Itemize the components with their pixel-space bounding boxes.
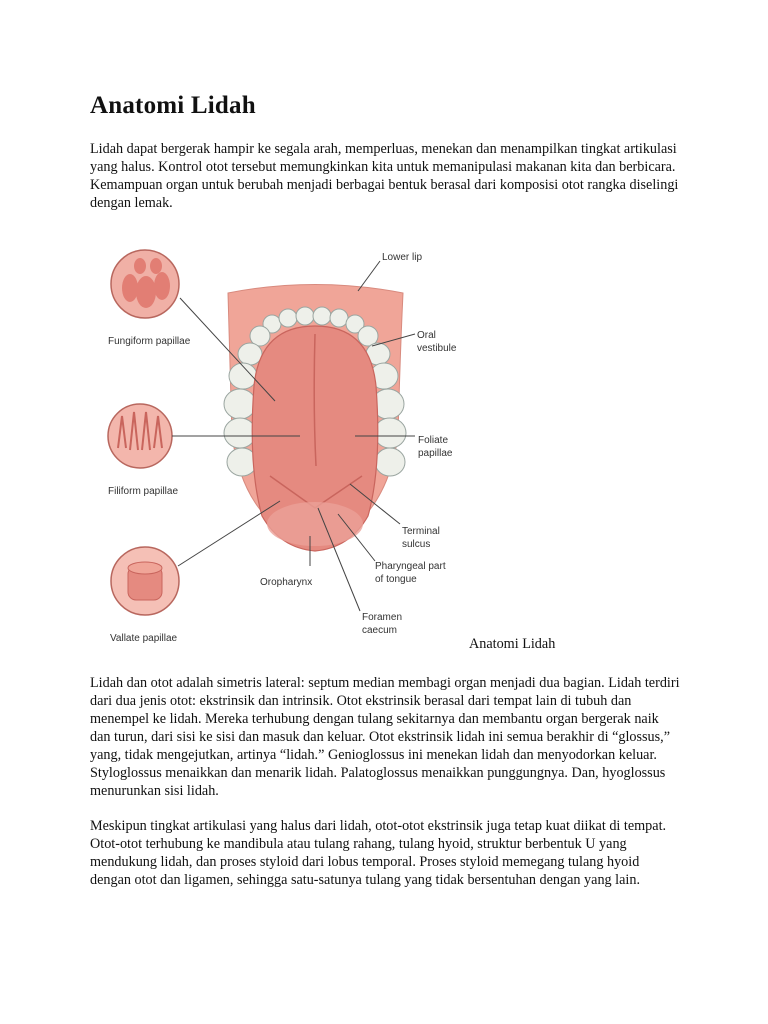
intro-paragraph: Lidah dapat bergerak hampir ke segala arah, memperluas, menekan dan menampilkan tingkat artikulasi yang halus. Kontrol otot tersebut memungkinkan kita untuk memanipulasi makanan kita dan berbicara. Kemampuan organ untuk berubah menjadi berbagai bentuk berasal dari komposisi otot rangka diselingi dengan lemak.	[90, 141, 679, 211]
fungiform-papillae-inset	[111, 250, 179, 318]
label-foliate-2: papillae	[418, 448, 453, 459]
label-vallate: Vallate papillae	[110, 633, 178, 644]
label-pharyngeal-1: Pharyngeal part	[375, 561, 446, 572]
label-oral-vestibule-1: Oral	[417, 330, 436, 341]
pharyngeal-part-shape	[267, 502, 363, 546]
label-terminal-2: sulcus	[402, 539, 431, 550]
label-pharyngeal-2: of tongue	[375, 574, 417, 585]
label-terminal-1: Terminal	[402, 526, 440, 537]
body-paragraph-2: Meskipun tingkat artikulasi yang halus dari lidah, otot-otot ekstrinsik juga tetap kuat diikat di tempat. Otot-otot terhubung ke mandibula atau tulang rahang, tulang hyoid, struktur berbentuk U yang mendukung lidah, dan proses styloid dari lobus temporal. Proses styloid memegang tulang hyoid dengan otot dan ligamen, sehingga satu-satunya tulang yang tidak bersentuhan dengan yang lain.	[90, 818, 667, 888]
label-oral-vestibule-2: vestibule	[417, 343, 457, 354]
body-paragraph-1: Lidah dan otot adalah simetris lateral: septum median membagi organ menjadi dua bagian. Lidah terdiri dari dua jenis otot: ekstrinsik dan intrinsik. Otot ekstrinsik berasal dari tempat lain di tubuh dan menempel ke lidah. Mereka terhubung dengan tulang sekitarnya dan membantu organ bergerak naik dan turun, dari sisi ke sisi dan masuk dan keluar. Otot ekstrinsik lidah ini semua berakhir di “glossus,” yang, tidak mengejutkan, artinya “lidah.” Genioglossus ini menekan lidah dan menyodorkan keluar. Styloglossus menaikkan dan menarik lidah. Palatoglossus menaikkan punggungnya. Dan, hyoglossus menurunkan sisi lidah.	[90, 675, 680, 799]
figure-caption: Anatomi Lidah	[469, 636, 556, 652]
label-fungiform: Fungiform papillae	[108, 336, 191, 347]
filiform-papillae-inset	[108, 404, 172, 468]
vallate-papillae-inset	[111, 547, 179, 615]
label-oropharynx: Oropharynx	[260, 577, 313, 588]
label-lower-lip: Lower lip	[382, 252, 423, 263]
label-foramen-1: Foramen	[362, 612, 403, 623]
label-filiform: Filiform papillae	[108, 486, 179, 497]
label-foramen-2: caecum	[362, 625, 398, 636]
label-foliate-1: Foliate	[418, 435, 449, 446]
page-title: Anatomi Lidah	[90, 92, 256, 119]
tongue-anatomy-figure	[100, 236, 480, 656]
